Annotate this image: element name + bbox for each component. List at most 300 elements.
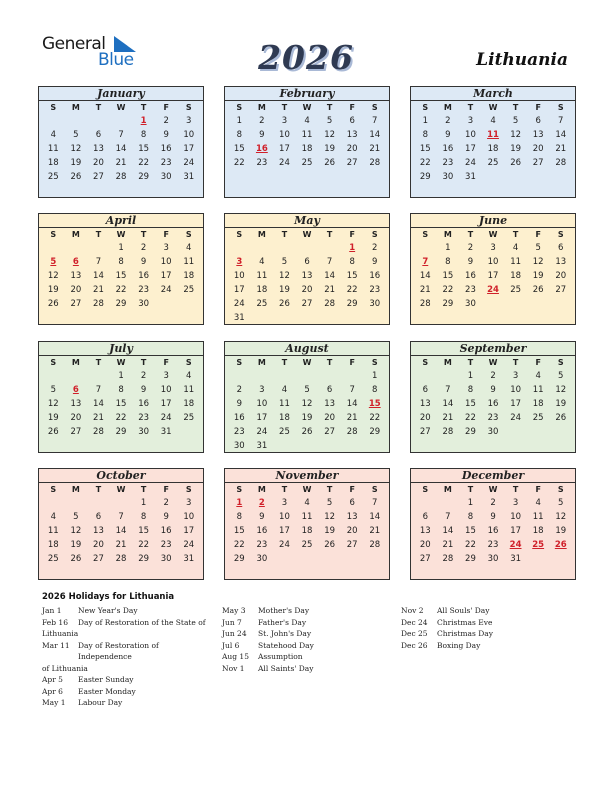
weekday-label: W bbox=[302, 230, 312, 239]
day: 4 bbox=[259, 257, 265, 267]
day: 4 bbox=[512, 243, 519, 253]
weekday-label: M bbox=[257, 103, 266, 112]
day: 13 bbox=[346, 130, 358, 140]
day: 18 bbox=[301, 526, 313, 536]
day: 1 bbox=[467, 498, 474, 508]
weekday-label: T bbox=[95, 358, 102, 367]
empty-day bbox=[318, 241, 341, 255]
holiday-item bbox=[222, 605, 392, 617]
day: 25 bbox=[279, 427, 290, 437]
day: 14 bbox=[419, 271, 431, 281]
empty-day bbox=[414, 369, 437, 383]
day: 29 bbox=[465, 554, 476, 564]
holiday-name: Christmas Eve bbox=[437, 617, 493, 627]
empty-day bbox=[318, 369, 341, 383]
week-row bbox=[39, 383, 203, 397]
weekday-label: F bbox=[163, 358, 169, 367]
day: 10 bbox=[183, 512, 195, 522]
holiday-date: Nov 1 bbox=[222, 663, 245, 673]
day: 12 bbox=[70, 526, 82, 536]
week-row bbox=[225, 496, 389, 510]
week-row bbox=[411, 425, 575, 439]
day: 14 bbox=[115, 144, 127, 154]
month-march bbox=[410, 86, 576, 198]
empty-day bbox=[363, 439, 386, 453]
week-row bbox=[225, 439, 389, 453]
empty-day bbox=[65, 241, 88, 255]
day: 7 bbox=[118, 130, 124, 140]
day: 29 bbox=[115, 427, 127, 437]
week-row bbox=[39, 255, 203, 269]
day: 26 bbox=[532, 285, 544, 295]
week-row bbox=[411, 156, 575, 170]
week-row bbox=[225, 128, 389, 142]
holiday-date: Nov 2 bbox=[401, 606, 424, 615]
day: 14 bbox=[93, 271, 104, 281]
day: 29 bbox=[115, 299, 127, 309]
holiday-name: Christmas Day bbox=[437, 629, 493, 638]
day: 26 bbox=[324, 158, 336, 168]
empty-day bbox=[482, 297, 505, 311]
empty-day bbox=[273, 439, 296, 453]
day: 30 bbox=[138, 427, 150, 437]
empty-day bbox=[87, 114, 110, 128]
day: 27 bbox=[70, 299, 82, 309]
day: 11 bbox=[532, 385, 544, 395]
day: 20 bbox=[555, 271, 567, 281]
day: 30 bbox=[160, 554, 172, 564]
empty-day bbox=[87, 369, 110, 383]
day: 22 bbox=[115, 413, 127, 423]
day: 20 bbox=[70, 285, 82, 295]
day: 22 bbox=[233, 540, 245, 550]
day: 2 bbox=[163, 498, 169, 508]
weekday-label: T bbox=[281, 103, 288, 112]
day: 13 bbox=[555, 257, 567, 267]
day: 5 bbox=[512, 116, 519, 126]
day: 3 bbox=[490, 243, 496, 253]
day: 26 bbox=[555, 413, 567, 423]
weekday-label: T bbox=[512, 230, 519, 239]
holiday-day: 7 bbox=[422, 257, 429, 267]
empty-day bbox=[341, 311, 364, 325]
day: 7 bbox=[558, 116, 564, 126]
weekday-header bbox=[39, 483, 203, 496]
day: 12 bbox=[47, 271, 59, 281]
day: 21 bbox=[419, 285, 431, 295]
day: 22 bbox=[465, 540, 476, 550]
day: 17 bbox=[279, 526, 290, 536]
week-row bbox=[411, 369, 575, 383]
day: 14 bbox=[555, 130, 567, 140]
month-january bbox=[38, 86, 204, 198]
holiday-day: 25 bbox=[532, 540, 545, 550]
month-name: February bbox=[225, 87, 389, 101]
day: 3 bbox=[186, 116, 192, 126]
day: 7 bbox=[372, 116, 378, 126]
day: 13 bbox=[70, 271, 82, 281]
weekday-label: T bbox=[467, 230, 474, 239]
day: 6 bbox=[349, 498, 355, 508]
day: 9 bbox=[163, 512, 169, 522]
weekday-label: M bbox=[257, 358, 266, 367]
day: 16 bbox=[487, 399, 499, 409]
day: 6 bbox=[95, 130, 102, 140]
holiday-name: Easter Monday bbox=[78, 686, 136, 696]
holiday-item bbox=[42, 640, 214, 663]
holiday-day: 1 bbox=[349, 243, 356, 253]
day: 10 bbox=[160, 385, 172, 395]
day: 21 bbox=[346, 413, 358, 423]
day: 21 bbox=[115, 158, 127, 168]
month-name: January bbox=[39, 87, 203, 101]
day: 18 bbox=[532, 399, 544, 409]
day: 24 bbox=[183, 540, 195, 550]
day: 30 bbox=[160, 172, 172, 182]
month-february bbox=[224, 86, 390, 198]
holiday-date: May 1 bbox=[42, 698, 66, 707]
day: 13 bbox=[93, 526, 104, 536]
day: 30 bbox=[369, 299, 381, 309]
weekday-header bbox=[411, 228, 575, 241]
empty-day bbox=[504, 425, 527, 439]
day: 10 bbox=[160, 257, 172, 267]
holiday-item bbox=[42, 686, 214, 698]
day: 24 bbox=[183, 158, 195, 168]
holiday-name-continued: of Lithuania bbox=[42, 663, 88, 673]
day: 6 bbox=[535, 116, 541, 126]
day: 26 bbox=[47, 299, 59, 309]
weekday-label: S bbox=[557, 103, 564, 112]
empty-day bbox=[273, 369, 296, 383]
week-row bbox=[411, 538, 575, 552]
logo-text-general: General bbox=[42, 34, 106, 54]
day: 19 bbox=[47, 413, 59, 423]
day: 3 bbox=[163, 371, 169, 381]
holiday-item bbox=[222, 651, 392, 663]
day: 19 bbox=[279, 285, 290, 295]
day: 28 bbox=[419, 299, 431, 309]
empty-day bbox=[65, 114, 88, 128]
day: 3 bbox=[512, 371, 519, 381]
month-april bbox=[38, 213, 204, 325]
day: 30 bbox=[487, 427, 499, 437]
day: 1 bbox=[467, 371, 474, 381]
day: 15 bbox=[346, 271, 358, 281]
day: 10 bbox=[183, 130, 195, 140]
day: 27 bbox=[93, 172, 104, 182]
day: 30 bbox=[465, 299, 476, 309]
week-row bbox=[411, 170, 575, 184]
holiday-date: Apr 5 bbox=[42, 675, 63, 684]
day: 23 bbox=[256, 158, 268, 168]
day: 15 bbox=[419, 144, 431, 154]
day: 29 bbox=[465, 427, 476, 437]
day: 22 bbox=[115, 285, 127, 295]
weekday-label: T bbox=[140, 485, 147, 494]
holiday-name: Assumption bbox=[258, 652, 303, 661]
holiday-item bbox=[222, 640, 392, 652]
day: 28 bbox=[324, 299, 336, 309]
empty-day bbox=[65, 369, 88, 383]
week-row bbox=[39, 269, 203, 283]
weekday-header bbox=[39, 101, 203, 114]
weekday-label: T bbox=[140, 358, 147, 367]
day: 17 bbox=[160, 399, 172, 409]
day: 20 bbox=[93, 158, 104, 168]
week-row bbox=[39, 128, 203, 142]
day: 4 bbox=[186, 371, 192, 381]
day: 14 bbox=[442, 399, 454, 409]
empty-day bbox=[65, 496, 88, 510]
day: 1 bbox=[140, 498, 147, 508]
holiday-date: Dec 24 bbox=[401, 617, 428, 627]
empty-day bbox=[228, 241, 251, 255]
weekday-header bbox=[225, 356, 389, 369]
day: 5 bbox=[558, 498, 564, 508]
week-row bbox=[225, 411, 389, 425]
holiday-day: 26 bbox=[554, 540, 567, 550]
day: 25 bbox=[532, 413, 544, 423]
holiday-date: May 3 bbox=[222, 606, 246, 615]
weekday-label: F bbox=[535, 485, 541, 494]
day: 3 bbox=[467, 116, 474, 126]
holiday-date: Jan 1 bbox=[42, 606, 62, 615]
day: 29 bbox=[138, 554, 150, 564]
day: 28 bbox=[442, 554, 454, 564]
day: 4 bbox=[186, 243, 192, 253]
day: 5 bbox=[558, 371, 564, 381]
day: 10 bbox=[279, 130, 290, 140]
day: 9 bbox=[490, 385, 496, 395]
day: 4 bbox=[535, 371, 541, 381]
day: 24 bbox=[465, 158, 476, 168]
day: 13 bbox=[301, 271, 313, 281]
week-row bbox=[225, 156, 389, 170]
month-august bbox=[224, 341, 390, 453]
day: 12 bbox=[324, 130, 336, 140]
weekday-label: T bbox=[467, 358, 474, 367]
week-row bbox=[225, 114, 389, 128]
weekday-label: F bbox=[349, 230, 355, 239]
empty-day bbox=[296, 241, 319, 255]
week-row bbox=[39, 369, 203, 383]
month-september bbox=[410, 341, 576, 453]
day: 24 bbox=[279, 158, 290, 168]
day: 7 bbox=[95, 385, 102, 395]
day: 19 bbox=[532, 271, 544, 281]
day: 10 bbox=[510, 512, 522, 522]
holiday-name: Father's Day bbox=[258, 617, 307, 627]
day: 17 bbox=[279, 144, 290, 154]
weekday-label: T bbox=[512, 103, 519, 112]
day: 3 bbox=[186, 498, 192, 508]
holiday-item bbox=[401, 640, 571, 652]
day: 9 bbox=[467, 257, 474, 267]
week-row bbox=[39, 524, 203, 538]
week-row bbox=[411, 383, 575, 397]
weekday-label: M bbox=[257, 485, 266, 494]
day: 26 bbox=[70, 172, 82, 182]
day: 5 bbox=[326, 498, 333, 508]
day: 21 bbox=[442, 413, 454, 423]
empty-day bbox=[318, 552, 341, 566]
day: 2 bbox=[259, 116, 265, 126]
empty-day bbox=[414, 241, 437, 255]
day: 23 bbox=[487, 540, 499, 550]
day: 16 bbox=[465, 271, 476, 281]
day: 25 bbox=[510, 285, 522, 295]
day: 8 bbox=[349, 257, 355, 267]
day: 12 bbox=[70, 144, 82, 154]
empty-day bbox=[296, 369, 319, 383]
weekday-label: F bbox=[535, 358, 541, 367]
day: 7 bbox=[349, 385, 355, 395]
day: 11 bbox=[301, 130, 313, 140]
holiday-day: 24 bbox=[509, 540, 522, 550]
day: 17 bbox=[233, 285, 245, 295]
holiday-item bbox=[222, 617, 392, 629]
weekday-label: F bbox=[163, 103, 169, 112]
empty-day bbox=[527, 552, 550, 566]
day: 20 bbox=[324, 413, 336, 423]
day: 16 bbox=[233, 413, 245, 423]
day: 26 bbox=[47, 427, 59, 437]
day: 11 bbox=[279, 399, 290, 409]
day: 28 bbox=[93, 299, 104, 309]
day: 14 bbox=[346, 399, 358, 409]
week-row bbox=[225, 142, 389, 156]
holiday-date: Aug 15 bbox=[222, 652, 249, 661]
day: 2 bbox=[467, 243, 474, 253]
day: 13 bbox=[419, 526, 431, 536]
day: 1 bbox=[236, 116, 242, 126]
day: 22 bbox=[138, 540, 150, 550]
day: 20 bbox=[532, 144, 544, 154]
holiday-date: Jul 6 bbox=[222, 640, 240, 650]
holiday-item bbox=[401, 605, 571, 617]
day: 31 bbox=[183, 554, 195, 564]
day: 27 bbox=[555, 285, 567, 295]
empty-day bbox=[177, 297, 200, 311]
day: 18 bbox=[487, 144, 499, 154]
year-title: 2026 bbox=[258, 38, 354, 77]
weekday-label: S bbox=[422, 358, 429, 367]
weekday-label: F bbox=[535, 230, 541, 239]
day: 28 bbox=[442, 427, 454, 437]
empty-day bbox=[251, 311, 274, 325]
day: 12 bbox=[510, 130, 522, 140]
week-row bbox=[225, 425, 389, 439]
empty-day bbox=[177, 425, 200, 439]
day: 12 bbox=[555, 512, 567, 522]
month-july bbox=[38, 341, 204, 453]
week-row bbox=[411, 241, 575, 255]
empty-day bbox=[318, 439, 341, 453]
day: 15 bbox=[115, 271, 127, 281]
empty-day bbox=[273, 241, 296, 255]
day: 15 bbox=[233, 144, 245, 154]
weekday-label: S bbox=[185, 358, 192, 367]
empty-day bbox=[527, 425, 550, 439]
weekday-label: M bbox=[443, 358, 452, 367]
weekday-header bbox=[225, 101, 389, 114]
empty-day bbox=[504, 170, 527, 184]
weekday-label: T bbox=[281, 485, 288, 494]
weekday-label: M bbox=[443, 230, 452, 239]
day: 13 bbox=[324, 399, 336, 409]
day: 8 bbox=[422, 130, 428, 140]
day: 28 bbox=[369, 540, 381, 550]
day: 20 bbox=[301, 285, 313, 295]
empty-day bbox=[437, 369, 460, 383]
week-row bbox=[411, 411, 575, 425]
weekday-label: W bbox=[488, 103, 498, 112]
empty-day bbox=[296, 311, 319, 325]
day: 22 bbox=[346, 285, 358, 295]
week-row bbox=[225, 269, 389, 283]
day: 12 bbox=[324, 512, 336, 522]
day: 26 bbox=[301, 427, 313, 437]
day: 23 bbox=[256, 540, 268, 550]
empty-day bbox=[42, 496, 65, 510]
day: 25 bbox=[301, 158, 313, 168]
week-row bbox=[39, 170, 203, 184]
empty-day bbox=[318, 311, 341, 325]
holiday-day: 3 bbox=[236, 257, 243, 267]
week-row bbox=[411, 297, 575, 311]
day: 11 bbox=[47, 144, 59, 154]
holiday-item bbox=[42, 697, 214, 709]
empty-day bbox=[110, 114, 133, 128]
day: 13 bbox=[419, 399, 431, 409]
empty-day bbox=[87, 496, 110, 510]
day: 21 bbox=[93, 285, 104, 295]
day: 8 bbox=[118, 257, 124, 267]
day: 14 bbox=[369, 130, 381, 140]
day: 20 bbox=[346, 526, 358, 536]
day: 31 bbox=[160, 427, 172, 437]
holiday-day: 2 bbox=[258, 498, 265, 508]
day: 28 bbox=[93, 427, 104, 437]
day: 9 bbox=[140, 257, 147, 267]
day: 14 bbox=[324, 271, 336, 281]
day: 8 bbox=[140, 512, 147, 522]
weekday-label: S bbox=[557, 358, 564, 367]
day: 17 bbox=[160, 271, 172, 281]
weekday-label: S bbox=[185, 103, 192, 112]
week-row bbox=[411, 142, 575, 156]
day: 21 bbox=[115, 540, 127, 550]
empty-day bbox=[482, 170, 505, 184]
weekday-label: M bbox=[443, 103, 452, 112]
weekday-header bbox=[39, 228, 203, 241]
weekday-label: W bbox=[116, 103, 126, 112]
empty-day bbox=[228, 369, 251, 383]
day: 1 bbox=[422, 116, 428, 126]
weekday-label: T bbox=[467, 485, 474, 494]
empty-day bbox=[42, 369, 65, 383]
day: 8 bbox=[236, 130, 242, 140]
day: 11 bbox=[256, 271, 268, 281]
holiday-item bbox=[401, 628, 571, 640]
weekday-label: S bbox=[422, 103, 429, 112]
day: 10 bbox=[279, 512, 290, 522]
weekday-label: F bbox=[349, 358, 355, 367]
empty-day bbox=[155, 297, 178, 311]
day: 2 bbox=[490, 498, 496, 508]
day: 23 bbox=[138, 285, 150, 295]
